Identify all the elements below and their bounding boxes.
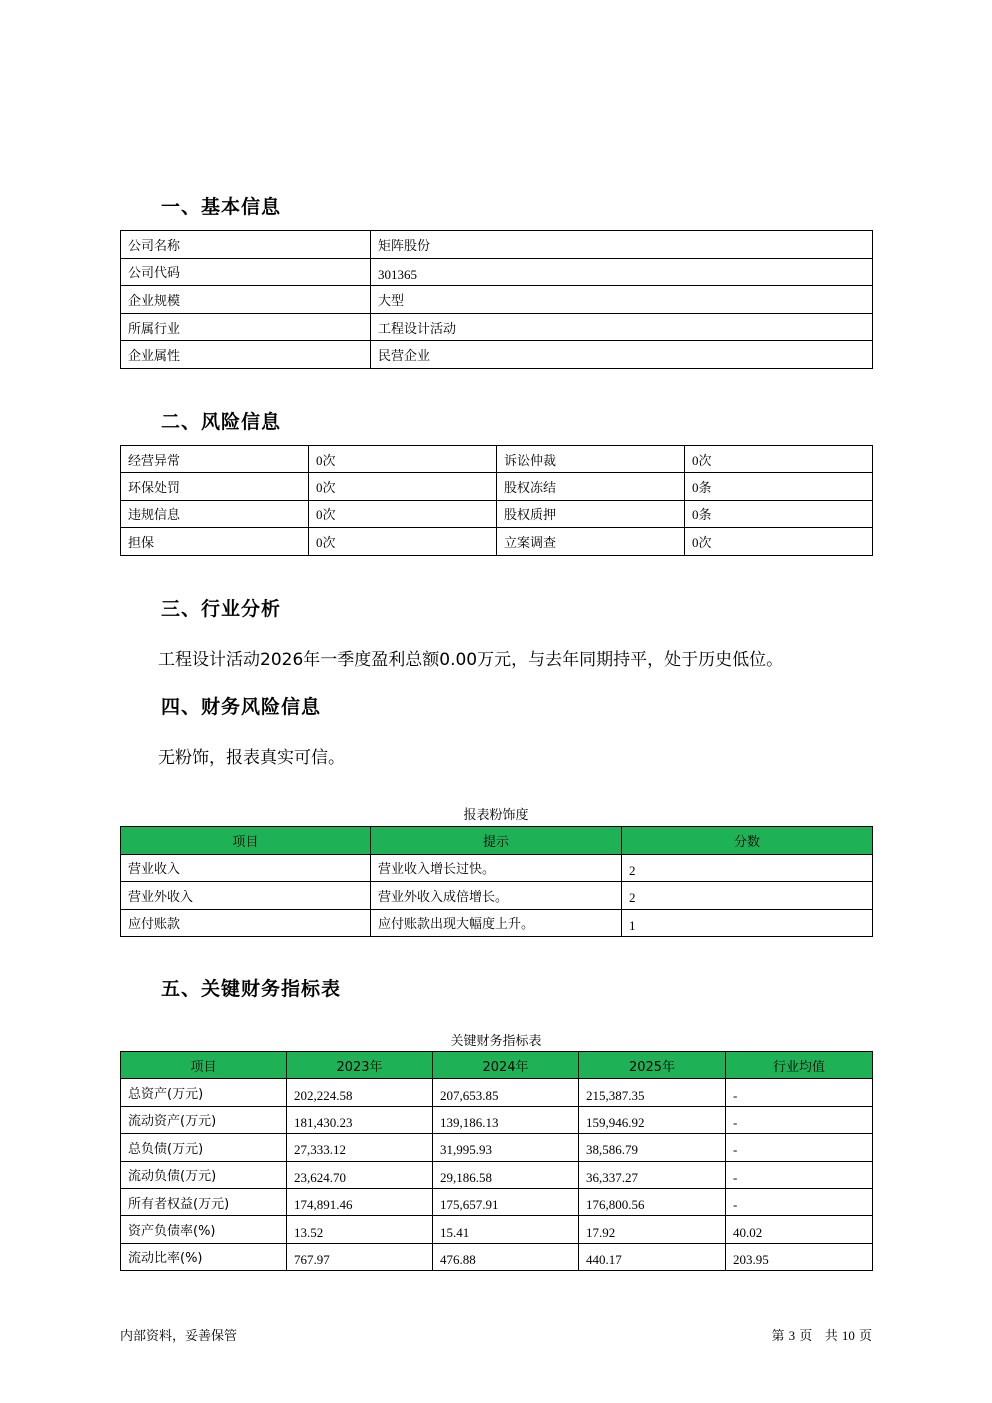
hint-cell: 营业收入增长过快。 bbox=[371, 854, 622, 882]
value-cell: 27,333.12 bbox=[287, 1134, 433, 1161]
value-cell: 767.97 bbox=[287, 1243, 433, 1270]
total-unit: 页 bbox=[858, 1329, 872, 1344]
label-cell: 经营异常 bbox=[121, 446, 309, 473]
page-total: 10 bbox=[841, 1328, 855, 1343]
key-table-caption: 关键财务指标表 bbox=[450, 1034, 542, 1049]
hint-cell: 营业外收入成倍增长。 bbox=[371, 882, 622, 910]
item-cell: 资产负债率(%) bbox=[121, 1216, 287, 1243]
industry-analysis-text: 工程设计活动2026年一季度盈利总额0.00万元，与去年同期持平，处于历史低位。 bbox=[158, 650, 784, 670]
table-row bbox=[121, 1106, 873, 1133]
basic-info-table bbox=[120, 230, 873, 369]
score-cell: 1 bbox=[622, 909, 873, 937]
item-cell: 营业收入 bbox=[121, 854, 371, 882]
column-header: 项目 bbox=[121, 1052, 287, 1079]
value-cell: 38,586.79 bbox=[579, 1134, 726, 1161]
column-header: 2025年 bbox=[579, 1052, 726, 1079]
value-cell: - bbox=[726, 1106, 873, 1133]
table-header-row bbox=[121, 1052, 873, 1079]
score-cell: 2 bbox=[622, 854, 873, 882]
label-cell: 股权冻结 bbox=[497, 473, 685, 500]
value-cell: 301365 bbox=[371, 258, 873, 286]
value-cell: 0次 bbox=[685, 528, 873, 555]
whitewash-table-caption: 报表粉饰度 bbox=[463, 808, 529, 823]
table-row bbox=[121, 1161, 873, 1188]
page-current: 3 bbox=[788, 1328, 796, 1343]
value-cell: 202,224.58 bbox=[287, 1079, 433, 1106]
value-cell: 203.95 bbox=[726, 1243, 873, 1270]
value-cell: 矩阵股份 bbox=[371, 231, 873, 259]
table-row bbox=[121, 1079, 873, 1106]
table-row bbox=[121, 286, 873, 314]
value-cell: 159,946.92 bbox=[579, 1106, 726, 1133]
label-cell: 所属行业 bbox=[121, 313, 371, 341]
table-row bbox=[121, 473, 873, 500]
total-prefix: 共 bbox=[824, 1329, 838, 1344]
value-cell: 207,653.85 bbox=[433, 1079, 579, 1106]
section-title-key: 五、关键财务指标表 bbox=[161, 978, 342, 1000]
score-cell: 2 bbox=[622, 882, 873, 910]
value-cell: - bbox=[726, 1079, 873, 1106]
value-cell: 13.52 bbox=[287, 1216, 433, 1243]
value-cell: 174,891.46 bbox=[287, 1188, 433, 1215]
value-cell: 0次 bbox=[685, 446, 873, 473]
value-cell: 15.41 bbox=[433, 1216, 579, 1243]
finrisk-text: 无粉饰，报表真实可信。 bbox=[158, 748, 345, 768]
table-row bbox=[121, 313, 873, 341]
value-cell: - bbox=[726, 1161, 873, 1188]
item-cell: 所有者权益(万元) bbox=[121, 1188, 287, 1215]
hint-cell: 应付账款出现大幅度上升。 bbox=[371, 909, 622, 937]
value-cell: 0次 bbox=[309, 446, 497, 473]
item-cell: 总负债(万元) bbox=[121, 1134, 287, 1161]
table-row bbox=[121, 1188, 873, 1215]
value-cell: 476.88 bbox=[433, 1243, 579, 1270]
value-cell: 181,430.23 bbox=[287, 1106, 433, 1133]
label-cell: 公司名称 bbox=[121, 231, 371, 259]
column-header: 2024年 bbox=[433, 1052, 579, 1079]
value-cell: 176,800.56 bbox=[579, 1188, 726, 1215]
value-cell: 17.92 bbox=[579, 1216, 726, 1243]
column-header: 分数 bbox=[622, 827, 873, 855]
table-row bbox=[121, 1216, 873, 1243]
column-header: 项目 bbox=[121, 827, 371, 855]
label-cell: 环保处罚 bbox=[121, 473, 309, 500]
value-cell: 民营企业 bbox=[371, 341, 873, 369]
column-header: 提示 bbox=[371, 827, 622, 855]
page-prefix: 第 bbox=[771, 1329, 785, 1344]
item-cell: 营业外收入 bbox=[121, 882, 371, 910]
value-cell: 0条 bbox=[685, 473, 873, 500]
label-cell: 企业规模 bbox=[121, 286, 371, 314]
value-cell: 215,387.35 bbox=[579, 1079, 726, 1106]
label-cell: 担保 bbox=[121, 528, 309, 555]
value-cell: 大型 bbox=[371, 286, 873, 314]
value-cell: 440.17 bbox=[579, 1243, 726, 1270]
section-title-finrisk: 四、财务风险信息 bbox=[161, 696, 322, 718]
label-cell: 诉讼仲裁 bbox=[497, 446, 685, 473]
page-unit: 页 bbox=[799, 1329, 813, 1344]
label-cell: 公司代码 bbox=[121, 258, 371, 286]
table-row bbox=[121, 909, 873, 937]
value-cell: 0次 bbox=[309, 473, 497, 500]
item-cell: 流动资产(万元) bbox=[121, 1106, 287, 1133]
table-row bbox=[121, 500, 873, 527]
footer-page-number bbox=[771, 1325, 872, 1344]
column-header: 行业均值 bbox=[726, 1052, 873, 1079]
value-cell: 31,995.93 bbox=[433, 1134, 579, 1161]
value-cell: 0次 bbox=[309, 528, 497, 555]
table-row bbox=[121, 446, 873, 473]
table-row bbox=[121, 231, 873, 259]
label-cell: 企业属性 bbox=[121, 341, 371, 369]
value-cell: 0次 bbox=[309, 500, 497, 527]
value-cell: - bbox=[726, 1134, 873, 1161]
table-row bbox=[121, 258, 873, 286]
key-financial-table bbox=[120, 1051, 873, 1271]
table-row bbox=[121, 1134, 873, 1161]
value-cell: 23,624.70 bbox=[287, 1161, 433, 1188]
item-cell: 应付账款 bbox=[121, 909, 371, 937]
table-row bbox=[121, 882, 873, 910]
label-cell: 股权质押 bbox=[497, 500, 685, 527]
section-title-industry: 三、行业分析 bbox=[161, 598, 282, 620]
value-cell: 36,337.27 bbox=[579, 1161, 726, 1188]
value-cell: 0条 bbox=[685, 500, 873, 527]
column-header: 2023年 bbox=[287, 1052, 433, 1079]
section-title-risk: 二、风险信息 bbox=[161, 411, 282, 433]
value-cell: 工程设计活动 bbox=[371, 313, 873, 341]
value-cell: 175,657.91 bbox=[433, 1188, 579, 1215]
risk-info-table bbox=[120, 445, 873, 556]
value-cell: 40.02 bbox=[726, 1216, 873, 1243]
item-cell: 总资产(万元) bbox=[121, 1079, 287, 1106]
value-cell: 29,186.58 bbox=[433, 1161, 579, 1188]
table-header-row bbox=[121, 827, 873, 855]
section-title-basic: 一、基本信息 bbox=[161, 196, 282, 218]
value-cell: 139,186.13 bbox=[433, 1106, 579, 1133]
value-cell: - bbox=[726, 1188, 873, 1215]
whitewash-table bbox=[120, 826, 873, 937]
item-cell: 流动负债(万元) bbox=[121, 1161, 287, 1188]
label-cell: 违规信息 bbox=[121, 500, 309, 527]
footer-confidential-note: 内部资料，妥善保管 bbox=[120, 1329, 238, 1344]
table-row bbox=[121, 528, 873, 555]
table-row bbox=[121, 341, 873, 369]
table-row bbox=[121, 1243, 873, 1270]
table-row bbox=[121, 854, 873, 882]
label-cell: 立案调查 bbox=[497, 528, 685, 555]
item-cell: 流动比率(%) bbox=[121, 1243, 287, 1270]
